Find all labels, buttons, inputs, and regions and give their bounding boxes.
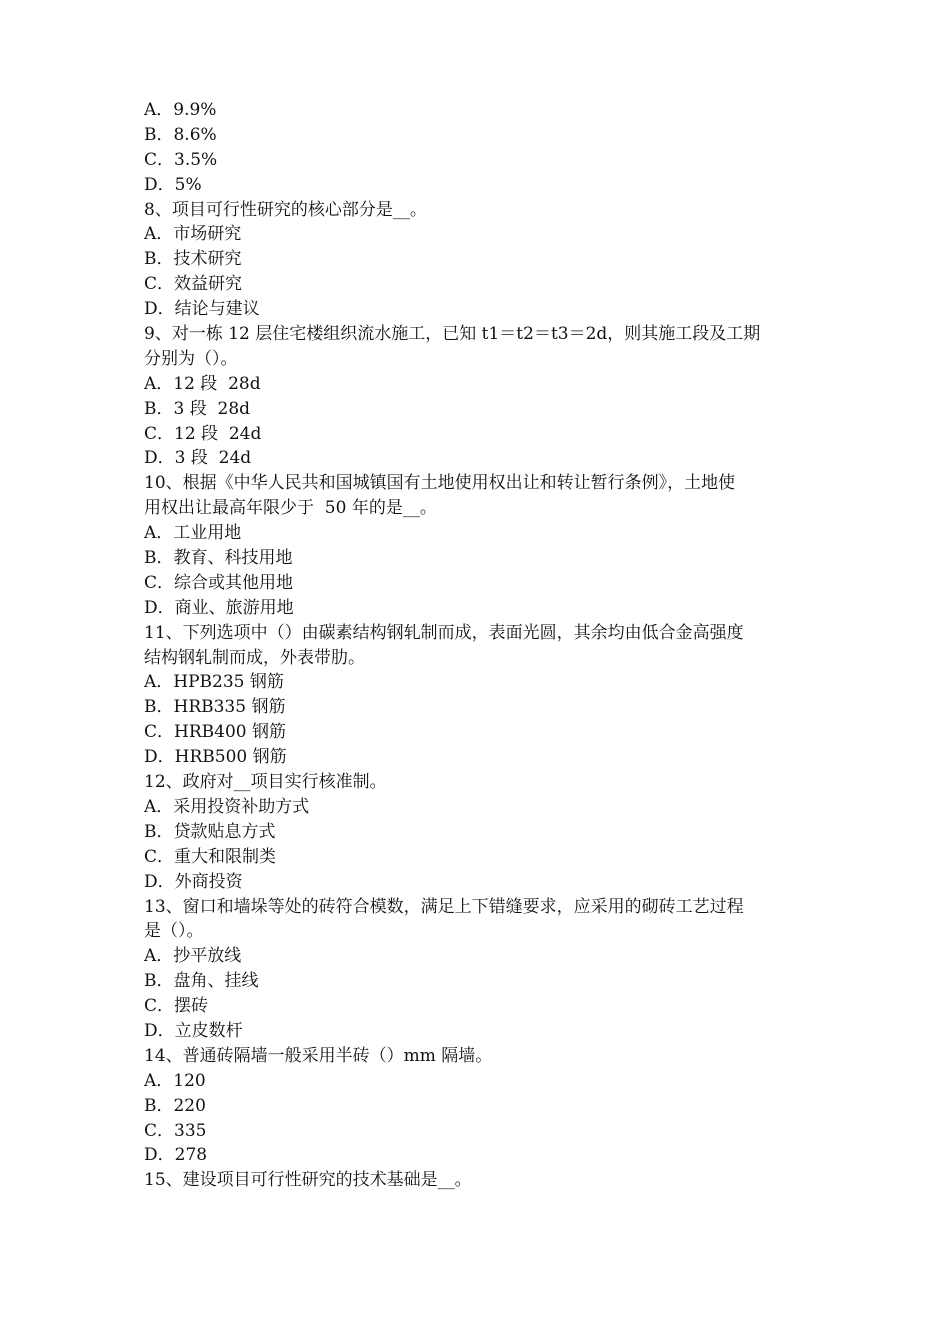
question-line: 用权出让最高年限少于 50 年的是__。 — [144, 498, 437, 519]
text-line: A．工业用地 — [144, 523, 242, 544]
text-line: D．外商投资 — [144, 871, 243, 892]
text-line: A．9.9% — [144, 100, 217, 120]
text-line: B．盘角、挂线 — [144, 971, 259, 992]
text-line: D．5% — [144, 174, 202, 195]
text-line: D．结论与建议 — [144, 299, 260, 320]
question-line: 8、项目可行性研究的核心部分是__。 — [144, 199, 427, 220]
question-line: 14、普通砖隔墙一般采用半砖（）mm 隔墙。 — [144, 1045, 493, 1066]
text-line: C．摆砖 — [144, 996, 209, 1017]
question-line: 11、下列选项中（）由碳素结构钢轧制而成，表面光圆，其余均由低合金高强度 — [144, 622, 744, 643]
document-page — [144, 98, 824, 1193]
text-line: D．3 段 24d — [144, 448, 252, 469]
question-line: 10、根据《中华人民共和国城镇国有土地使用权出让和转让暂行条例》，土地使 — [144, 473, 736, 494]
text-line: C．335 — [144, 1120, 207, 1141]
text-line: B．3 段 28d — [144, 398, 251, 419]
text-line: A．120 — [144, 1070, 206, 1091]
text-line: C．重大和限制类 — [144, 846, 277, 867]
text-line: C．12 段 24d — [144, 423, 262, 444]
text-line: C．效益研究 — [144, 274, 243, 295]
text-line: A．采用投资补助方式 — [144, 796, 310, 817]
question-line: 分别为（）。 — [144, 348, 238, 369]
text-line: B．220 — [144, 1095, 206, 1116]
question-line: 13、窗口和墙垛等处的砖符合模数，满足上下错缝要求，应采用的砌砖工艺过程 — [144, 896, 744, 917]
text-line: D．HRB500 钢筋 — [144, 747, 287, 768]
text-line: A．市场研究 — [144, 224, 242, 245]
text-line: A．抄平放线 — [144, 946, 242, 967]
text-line: C．3.5% — [144, 149, 218, 170]
text-line: B．教育、科技用地 — [144, 548, 293, 569]
question-line: 结构钢轧制而成，外表带肋。 — [144, 647, 365, 668]
text-line: A．12 段 28d — [144, 373, 261, 394]
text-line: D．278 — [144, 1145, 208, 1166]
text-line: C．HRB400 钢筋 — [144, 722, 286, 743]
text-line: B．HRB335 钢筋 — [144, 697, 286, 718]
text-line: B．技术研究 — [144, 249, 242, 270]
text-line: B．贷款贴息方式 — [144, 821, 276, 842]
text-line: D．立皮数杆 — [144, 1020, 243, 1041]
text-line: B．8.6% — [144, 124, 217, 145]
question-line: 15、建设项目可行性研究的技术基础是__。 — [144, 1170, 472, 1191]
question-line: 是（）。 — [144, 921, 204, 942]
text-line: D．商业、旅游用地 — [144, 597, 294, 618]
question-line: 9、对一栋 12 层住宅楼组织流水施工，已知 t1＝t2＝t3＝2d，则其施工段及工期 — [144, 324, 761, 345]
text-line: C．综合或其他用地 — [144, 572, 294, 593]
text-line: A．HPB235 钢筋 — [144, 672, 284, 693]
question-line: 12、政府对__项目实行核准制。 — [144, 772, 387, 793]
